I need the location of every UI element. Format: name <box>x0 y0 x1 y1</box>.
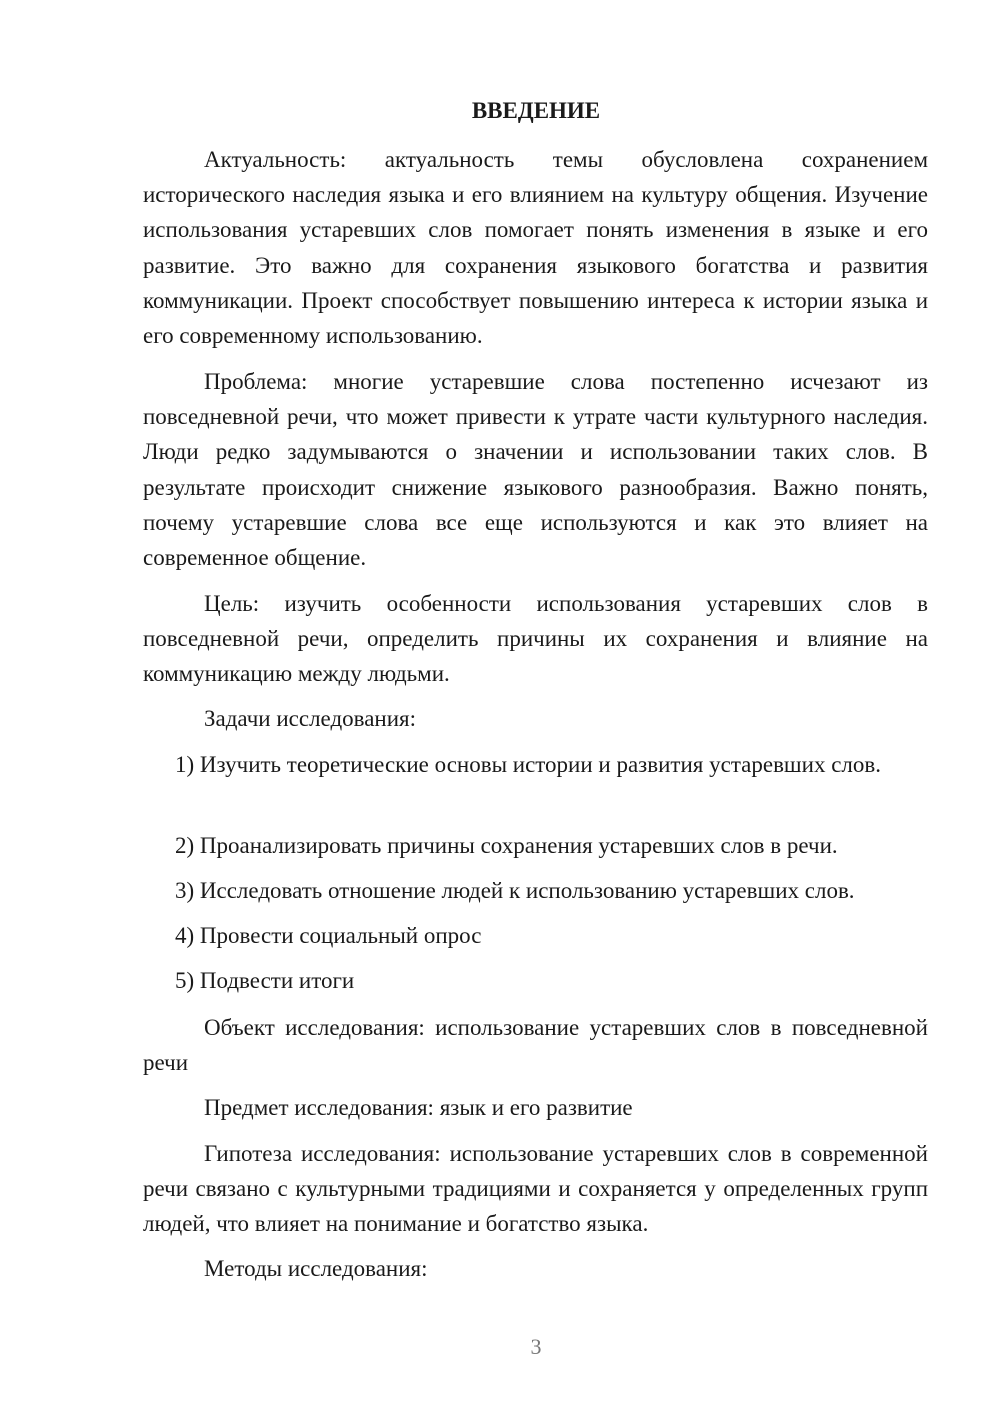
paragraph-problem: Проблема: многие устаревшие слова постепенно исчезают из повседневной речи, что может привести к утрате части культурного наследия. Люди редко задумываются о значении и использовании таких слов. В результате происходит снижение языкового разнообразия. Важно понять, почему устаревшие слова все еще используются и как это влияет на современное общение. <box>143 369 928 571</box>
tasks-heading: Задачи исследования: <box>204 706 417 731</box>
paragraph-object: Объект исследования: использование устаревших слов в повседневной речи <box>143 1015 928 1076</box>
paragraph-relevance: Актуальность: актуальность темы обусловлена сохранением исторического наследия языка и его влиянием на культуру общения. Изучение использования устаревших слов помогает понять изменения в языке и его развитие. Это важно для сохранения языкового богатства и развития коммуникации. Проект способствует повышению интереса к истории языка и его современному использованию. <box>143 147 928 349</box>
task-item-4: 4) Провести социальный опрос <box>175 923 482 948</box>
task-item-5: 5) Подвести итоги <box>175 968 355 993</box>
section-title: ВВЕДЕНИЕ <box>471 98 601 123</box>
page-number: 3 <box>530 1334 542 1359</box>
paragraph-goal: Цель: изучить особенности использования устаревших слов в повседневной речи, определить причины их сохранения и влияние на коммуникацию между людьми. <box>143 591 928 687</box>
task-item-1: 1) Изучить теоретические основы истории и развития устаревших слов. <box>175 752 881 777</box>
task-item-3: 3) Исследовать отношение людей к использованию устаревших слов. <box>175 878 855 903</box>
task-item-2: 2) Проанализировать причины сохранения устаревших слов в речи. <box>175 833 838 858</box>
methods-heading: Методы исследования: <box>204 1256 428 1281</box>
paragraph-hypothesis: Гипотеза исследования: использование устаревших слов в современной речи связано с культурными традициями и сохраняется у определенных групп людей, что влияет на понимание и богатство языка. <box>143 1141 928 1237</box>
paragraph-subject: Предмет исследования: язык и его развитие <box>204 1095 633 1120</box>
